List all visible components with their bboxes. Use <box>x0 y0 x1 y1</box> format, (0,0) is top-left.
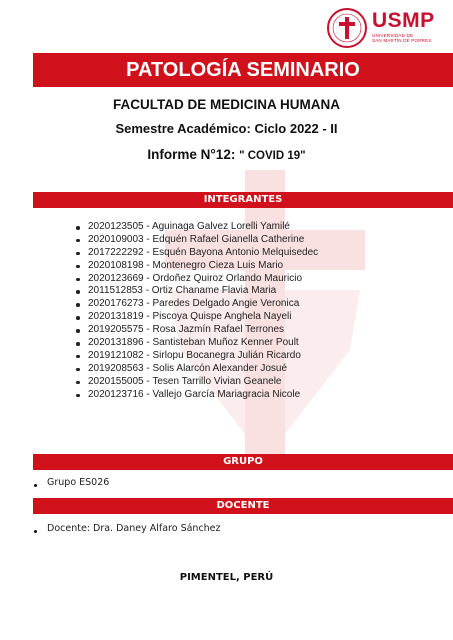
usmp-logo <box>326 6 446 50</box>
list-item: 2020108198 - Montenegro Cieza Luis Mario <box>74 260 318 273</box>
docente-heading: DOCENTE <box>216 500 270 511</box>
list-item: 2020176273 - Paredes Delgado Angie Veronica <box>74 298 318 311</box>
list-item: 2017222292 - Esquén Bayona Antonio Melquisedec <box>74 247 318 260</box>
list-item: 2020155005 - Tesen Tarrillo Vivian Geanele <box>74 376 318 389</box>
docente-line <box>34 523 221 534</box>
bullet-icon <box>34 484 37 487</box>
list-item: 2020123669 - Ordoñez Quiroz Orlando Mauricio <box>74 273 318 286</box>
report-topic: " COVID 19" <box>239 150 306 162</box>
grupo-section-bar <box>33 454 453 470</box>
grupo-value: Grupo ES026 <box>47 477 110 488</box>
logo-wordmark: USMP <box>372 9 435 32</box>
members-list <box>74 221 318 401</box>
docente-value: Docente: Dra. Daney Alfaro Sánchez <box>47 523 221 534</box>
list-item: 2020131896 - Santisteban Muñoz Kenner Poult <box>74 337 318 350</box>
grupo-line <box>34 477 109 488</box>
university-seal-icon <box>326 6 368 50</box>
integrantes-heading: INTEGRANTES <box>203 194 283 205</box>
bullet-icon <box>34 530 37 533</box>
grupo-heading: GRUPO <box>223 456 263 467</box>
page-title: PATOLOGÍA SEMINARIO <box>126 59 360 81</box>
logo-subtext: UNIVERSIDAD DE SAN MARTÍN DE PORRES <box>372 33 432 44</box>
list-item: 2019205575 - Rosa Jazmín Rafael Terrones <box>74 324 318 337</box>
footer-location: PIMENTEL, PERÚ <box>179 572 274 583</box>
list-item: 2020123716 - Vallejo García Mariagracia Nicole <box>74 389 318 402</box>
integrantes-section-bar <box>33 192 453 208</box>
report-heading <box>0 147 453 162</box>
list-item: 2020123505 - Aguinaga Galvez Lorelli Yamilé <box>74 221 318 234</box>
list-item: 2011512853 - Ortiz Chaname Flavia Maria <box>74 285 318 298</box>
list-item: 2019208563 - Solis Alarcón Alexander Josué <box>74 363 318 376</box>
title-banner <box>33 53 453 87</box>
semester-heading: Semestre Académico: Ciclo 2022 - II <box>115 121 338 136</box>
docente-section-bar <box>33 498 453 514</box>
faculty-heading: FACULTAD DE MEDICINA HUMANA <box>113 97 340 112</box>
list-item: 2020109003 - Edquén Rafael Gianella Catherine <box>74 234 318 247</box>
report-label: Informe N°12: <box>147 147 240 162</box>
list-item: 2019121082 - Sirlopu Bocanegra Julián Ricardo <box>74 350 318 363</box>
list-item: 2020131819 - Piscoya Quispe Anghela Nayeli <box>74 311 318 324</box>
